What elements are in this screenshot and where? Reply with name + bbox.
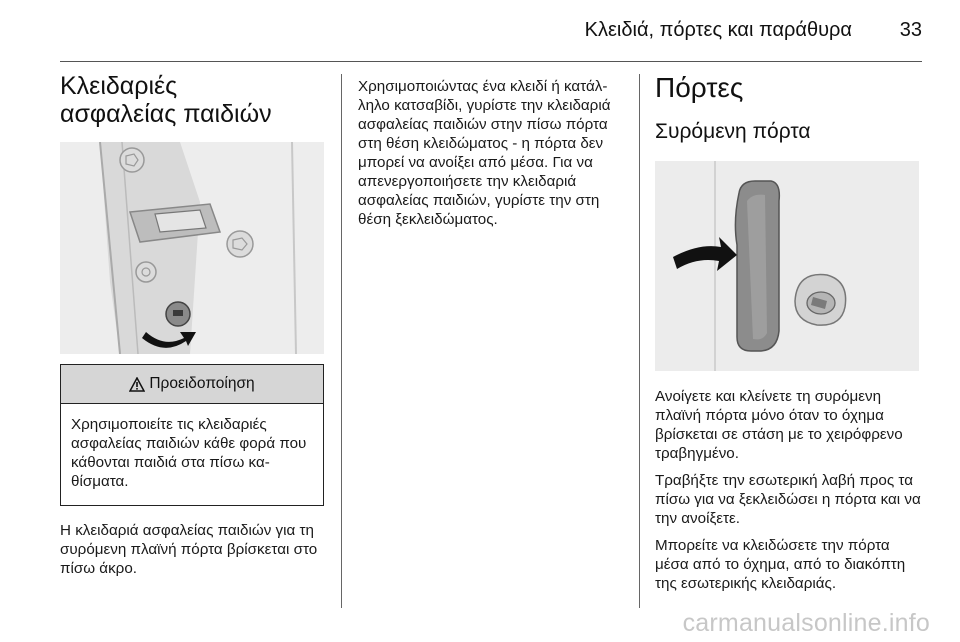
child-lock-illustration [60, 142, 324, 354]
running-header-title: Κλειδιά, πόρτες και παράθυρα [584, 19, 852, 41]
bolt-icon [227, 231, 253, 257]
child-lock-cylinder-icon [166, 302, 190, 326]
warning-text: Χρησιμοποιείτε τις κλειδαριές ασφαλείας παιδιών κάθε φορά που κάθονται παιδιά στα πίσω κα- θίσματα. [71, 416, 307, 490]
column-divider-2 [639, 74, 640, 608]
door-handle-icon [735, 181, 779, 351]
left-column [60, 72, 324, 578]
child-lock-heading: Κλειδαριές ασφαλείας παιδιών [60, 72, 272, 128]
child-lock-instructions: Χρησιμοποιώντας ένα κλειδί ή κατάλ- ληλο κατσαβίδι, γυρίστε την κλειδαριά ασφαλείας παιδιών στην πίσω πόρτα στη θέση κλειδώματος - η πόρτα δεν μπορεί να ανοίξει από μέσα. Για να απενεργοποιήσετε την κλειδαριά ασφαλείας παιδιών, γυρίστε την στη θέση ξεκλειδώματος. [358, 78, 611, 228]
sliding-door-heading: Συρόμενη πόρτα [655, 120, 811, 143]
middle-column [358, 77, 624, 229]
sliding-door-paragraph-2: Τραβήξτε την εσωτερική λαβή προς τα πίσω για να ξεκλειδώσει η πόρτα και να την ανοίξετε. [655, 472, 921, 527]
right-column [655, 72, 921, 593]
warning-triangle-icon [129, 377, 145, 392]
watermark: carmanualsonline.info [682, 609, 930, 637]
sliding-door-paragraph-1: Ανοίγετε και κλείνετε τη συρόμενη πλαϊνή πόρτα μόνο όταν το όχημα βρίσκεται σε στάση με το χειρόφρενο τραβηγμένο. [655, 388, 903, 462]
header-rule [60, 61, 922, 62]
doors-heading: Πόρτες [655, 72, 744, 103]
column-divider-1 [341, 74, 342, 608]
page-number: 33 [899, 19, 922, 41]
warning-title: Προειδοποίηση [149, 375, 255, 392]
bolt-icon [120, 148, 144, 172]
bolt-icon [136, 262, 156, 282]
child-lock-location-text: Η κλειδαριά ασφαλείας παιδιών για τη συρόμενη πλαϊνή πόρτα βρίσκεται στο πίσω άκρο. [60, 522, 318, 577]
warning-box [60, 364, 324, 506]
sliding-door-illustration [655, 161, 919, 371]
sliding-door-paragraph-3: Μπορείτε να κλειδώσετε την πόρτα μέσα από το όχημα, από το διακόπτη της εσωτερικής κλειδαριάς. [655, 537, 906, 592]
warning-header [61, 365, 323, 404]
interior-lock-icon [795, 275, 846, 326]
